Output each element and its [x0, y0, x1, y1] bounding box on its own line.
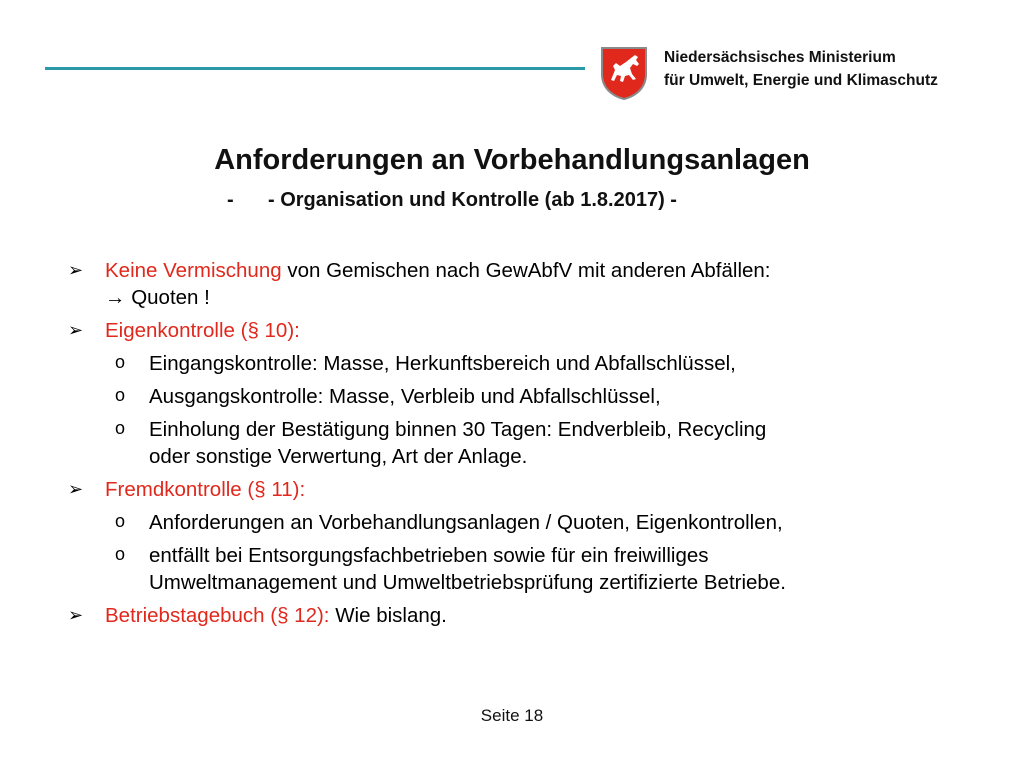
sub-list-item [68, 416, 968, 470]
arrow-bullet-icon: ➢ [68, 479, 84, 499]
circle-bullet-icon: o [115, 385, 126, 405]
list-item [68, 317, 968, 344]
bullet-3-sub-2-line-2: Umweltmanagement und Umweltbetriebsprüfung zertifizierte Betriebe. [149, 571, 786, 594]
bullet-3-highlight: Fremdkontrolle (§ 11): [105, 478, 306, 501]
bullet-1-highlight: Keine Vermischung [105, 259, 282, 282]
list-item [68, 476, 968, 503]
lower-saxony-horse-crest-icon [598, 44, 650, 100]
page-number: Seite 18 [480, 706, 544, 725]
sub-list-item [68, 509, 968, 536]
sub-list-item [68, 542, 968, 596]
ministry-line-2: für Umwelt, Energie und Klimaschutz [664, 72, 938, 89]
sub-list-item [68, 383, 968, 410]
arrow-bullet-icon: ➢ [68, 605, 84, 625]
bullet-2-highlight: Eigenkontrolle (§ 10): [105, 319, 300, 342]
arrow-bullet-icon: ➢ [68, 320, 84, 340]
bullet-2-sub-1: Eingangskontrolle: Masse, Herkunftsbereich und Abfallschlüssel, [149, 352, 736, 375]
bullet-1-text: von Gemischen nach GewAbfV mit anderen Abfällen: [281, 259, 771, 282]
circle-bullet-icon: o [115, 511, 126, 531]
arrow-bullet-icon: ➢ [68, 260, 84, 280]
bullet-3-sub-2-line-1: entfällt bei Entsorgungsfachbetrieben sowie für ein freiwilliges [149, 544, 709, 567]
sub-list-item [68, 350, 968, 377]
bullet-3-sub-1: Anforderungen an Vorbehandlungsanlagen / Quoten, Eigenkontrollen, [149, 511, 783, 534]
circle-bullet-icon: o [115, 418, 126, 438]
bullet-2-sub-2: Ausgangskontrolle: Masse, Verbleib und Abfallschlüssel, [149, 385, 661, 408]
header-accent-line [45, 67, 585, 70]
bullet-1-line-2: → Quoten ! [105, 286, 210, 309]
slide-title: Anforderungen an Vorbehandlungsanlagen [214, 144, 810, 176]
circle-bullet-icon: o [115, 352, 126, 372]
list-item [68, 257, 968, 311]
bullet-2-sub-3-line-2: oder sonstige Verwertung, Art der Anlage. [149, 445, 528, 468]
list-item [68, 602, 968, 629]
slide-subtitle: - Organisation und Kontrolle (ab 1.8.2017) - [268, 189, 677, 211]
bullet-2-sub-3-line-1: Einholung der Bestätigung binnen 30 Tagen: Endverbleib, Recycling [149, 418, 767, 441]
bullet-4-highlight: Betriebstagebuch (§ 12): [105, 604, 330, 627]
bullet-list [68, 257, 968, 635]
subtitle-dash: - [227, 189, 234, 211]
ministry-name [664, 46, 938, 92]
ministry-line-1: Niedersächsisches Ministerium [664, 49, 896, 66]
circle-bullet-icon: o [115, 544, 126, 564]
bullet-4-text: Wie bislang. [329, 604, 447, 627]
